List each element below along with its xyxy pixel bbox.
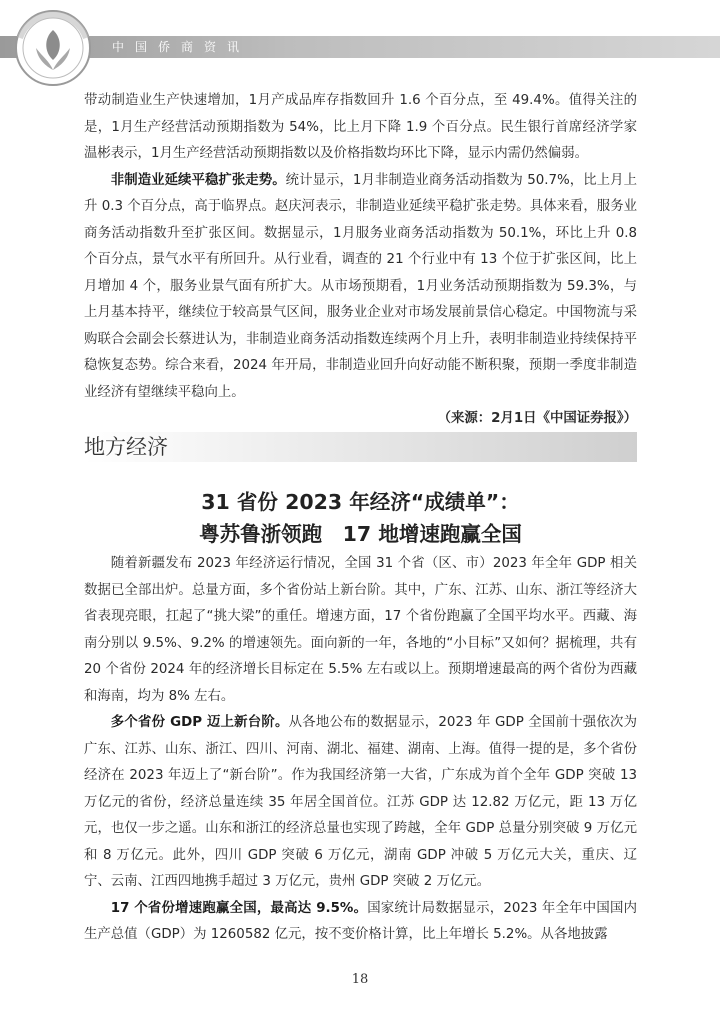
top-section: [84, 88, 637, 433]
paragraph-body: 从各地公布的数据显示，2023 年 GDP 全国前十强依次为广东、江苏、山东、浙江、四川、河南、湖北、福建、湖南、上海。值得一提的是，多个省份经济在 2023 年迈上了“新台阶”。作为我国经济第一大省，广东成为首个全年 GDP 突破 13 万亿元的省份，经济总量连续 35 年居全国首位。江苏 GDP 达 12.82 万亿元，距 13 万亿元，也仅一步之遥。山东和浙江的经济总量也实现了跨越，全年 GDP 总量分别突破 9 万亿元和 8 万亿元。此外，四川 GDP 突破 6 万亿元，湖南 GDP 冲破 5 万亿元大关，重庆、辽宁、云南、江西四地携手超过 3 万亿元，贵州 GDP 突破 2 万亿元。: [84, 715, 637, 889]
paragraph-non-manufacturing: [84, 168, 637, 433]
article-paragraph-growth: [84, 896, 637, 949]
article-title-line1: 31 省份 2023 年经济“成绩单”：: [201, 490, 520, 514]
article-body: [84, 551, 637, 949]
publication-name: 中国侨商资讯: [112, 40, 251, 54]
article-paragraph-intro: 随着新疆发布 2023 年经济运行情况，全国 31 个省（区、市）2023 年全年 GDP 相关数据已全部出炉。总量方面，多个省份站上新台阶。其中，广东、江苏、山东、浙江等经济大省表现亮眼，扛起了“挑大梁”的重任。增速方面，17 个省份跑赢了全国平均水平。西藏、海南分别以 9.5%、9.2% 的增速领先。面向新的一年，各地的“小目标”又如何？据梳理，共有 20 个省份 2024 年的经济增长目标定在 5.5% 左右或以上。预期增速最高的两个省份为西藏和海南，均为 8% 左右。: [84, 556, 637, 704]
paragraph-lead: 17 个省份增速跑赢全国，最高达 9.5%。: [110, 900, 368, 916]
paragraph-lead: 多个省份 GDP 迈上新台阶。: [110, 715, 289, 730]
paragraph-body: 国家统计局数据显示，2023 年全年中国国内生产总值（GDP）为 1260582 亿元，按不变价格计算，比上年增长 5.2%。从各地披露: [84, 900, 637, 942]
header-band: [0, 36, 720, 58]
paragraph-body: 统计显示，1月非制造业商务活动指数为 50.7%，比上月上升 0.3 个百分点，高于临界点。赵庆河表示，非制造业延续平稳扩张走势。具体来看，服务业商务活动指数升至扩张区间。数据显示，1月服务业商务活动指数为 50.1%，环比上升 0.8 个百分点，景气水平有所回升。从行业看，调查的 21 个行业中有 13 个位于扩张区间，比上月增加 4 个，服务业景气面有所扩大。从市场预期看，1月业务活动预期指数为 59.3%，与上月基本持平，继续位于较高景气区间，服务业企业对市场发展前景信心稳定。中国物流与采购联合会副会长蔡进认为，非制造业商务活动指数连续两个月上升，表明非制造业持续保持平稳恢复态势。综合来看，2024 年开局，非制造业回升向好动能不断积聚，预期一季度非制造业经济有望继续平稳向上。: [84, 172, 637, 400]
article-title-line2: 粤苏鲁浙领跑 17 地增速跑赢全国: [199, 522, 522, 546]
paragraph-continued: 带动制造业生产快速增加，1月产成品库存指数回升 1.6 个百分点，至 49.4%。值得关注的是，1月生产经营活动预期指数为 54%，比上月下降 1.9 个百分点。民生银行首席经济学家温彬表示，1月生产经营活动预期指数以及价格指数均环比下降，显示内需仍然偏弱。: [84, 93, 637, 161]
page-number: 18: [351, 972, 369, 987]
source-citation: （来源：2月1日《中国证券报》）: [437, 411, 637, 426]
paragraph-lead: 非制造业延续平稳扩张走势。: [110, 172, 286, 188]
section-title: 地方经济: [84, 435, 168, 459]
publication-logo: [6, 8, 100, 88]
article-paragraph-gdp: [84, 710, 637, 896]
